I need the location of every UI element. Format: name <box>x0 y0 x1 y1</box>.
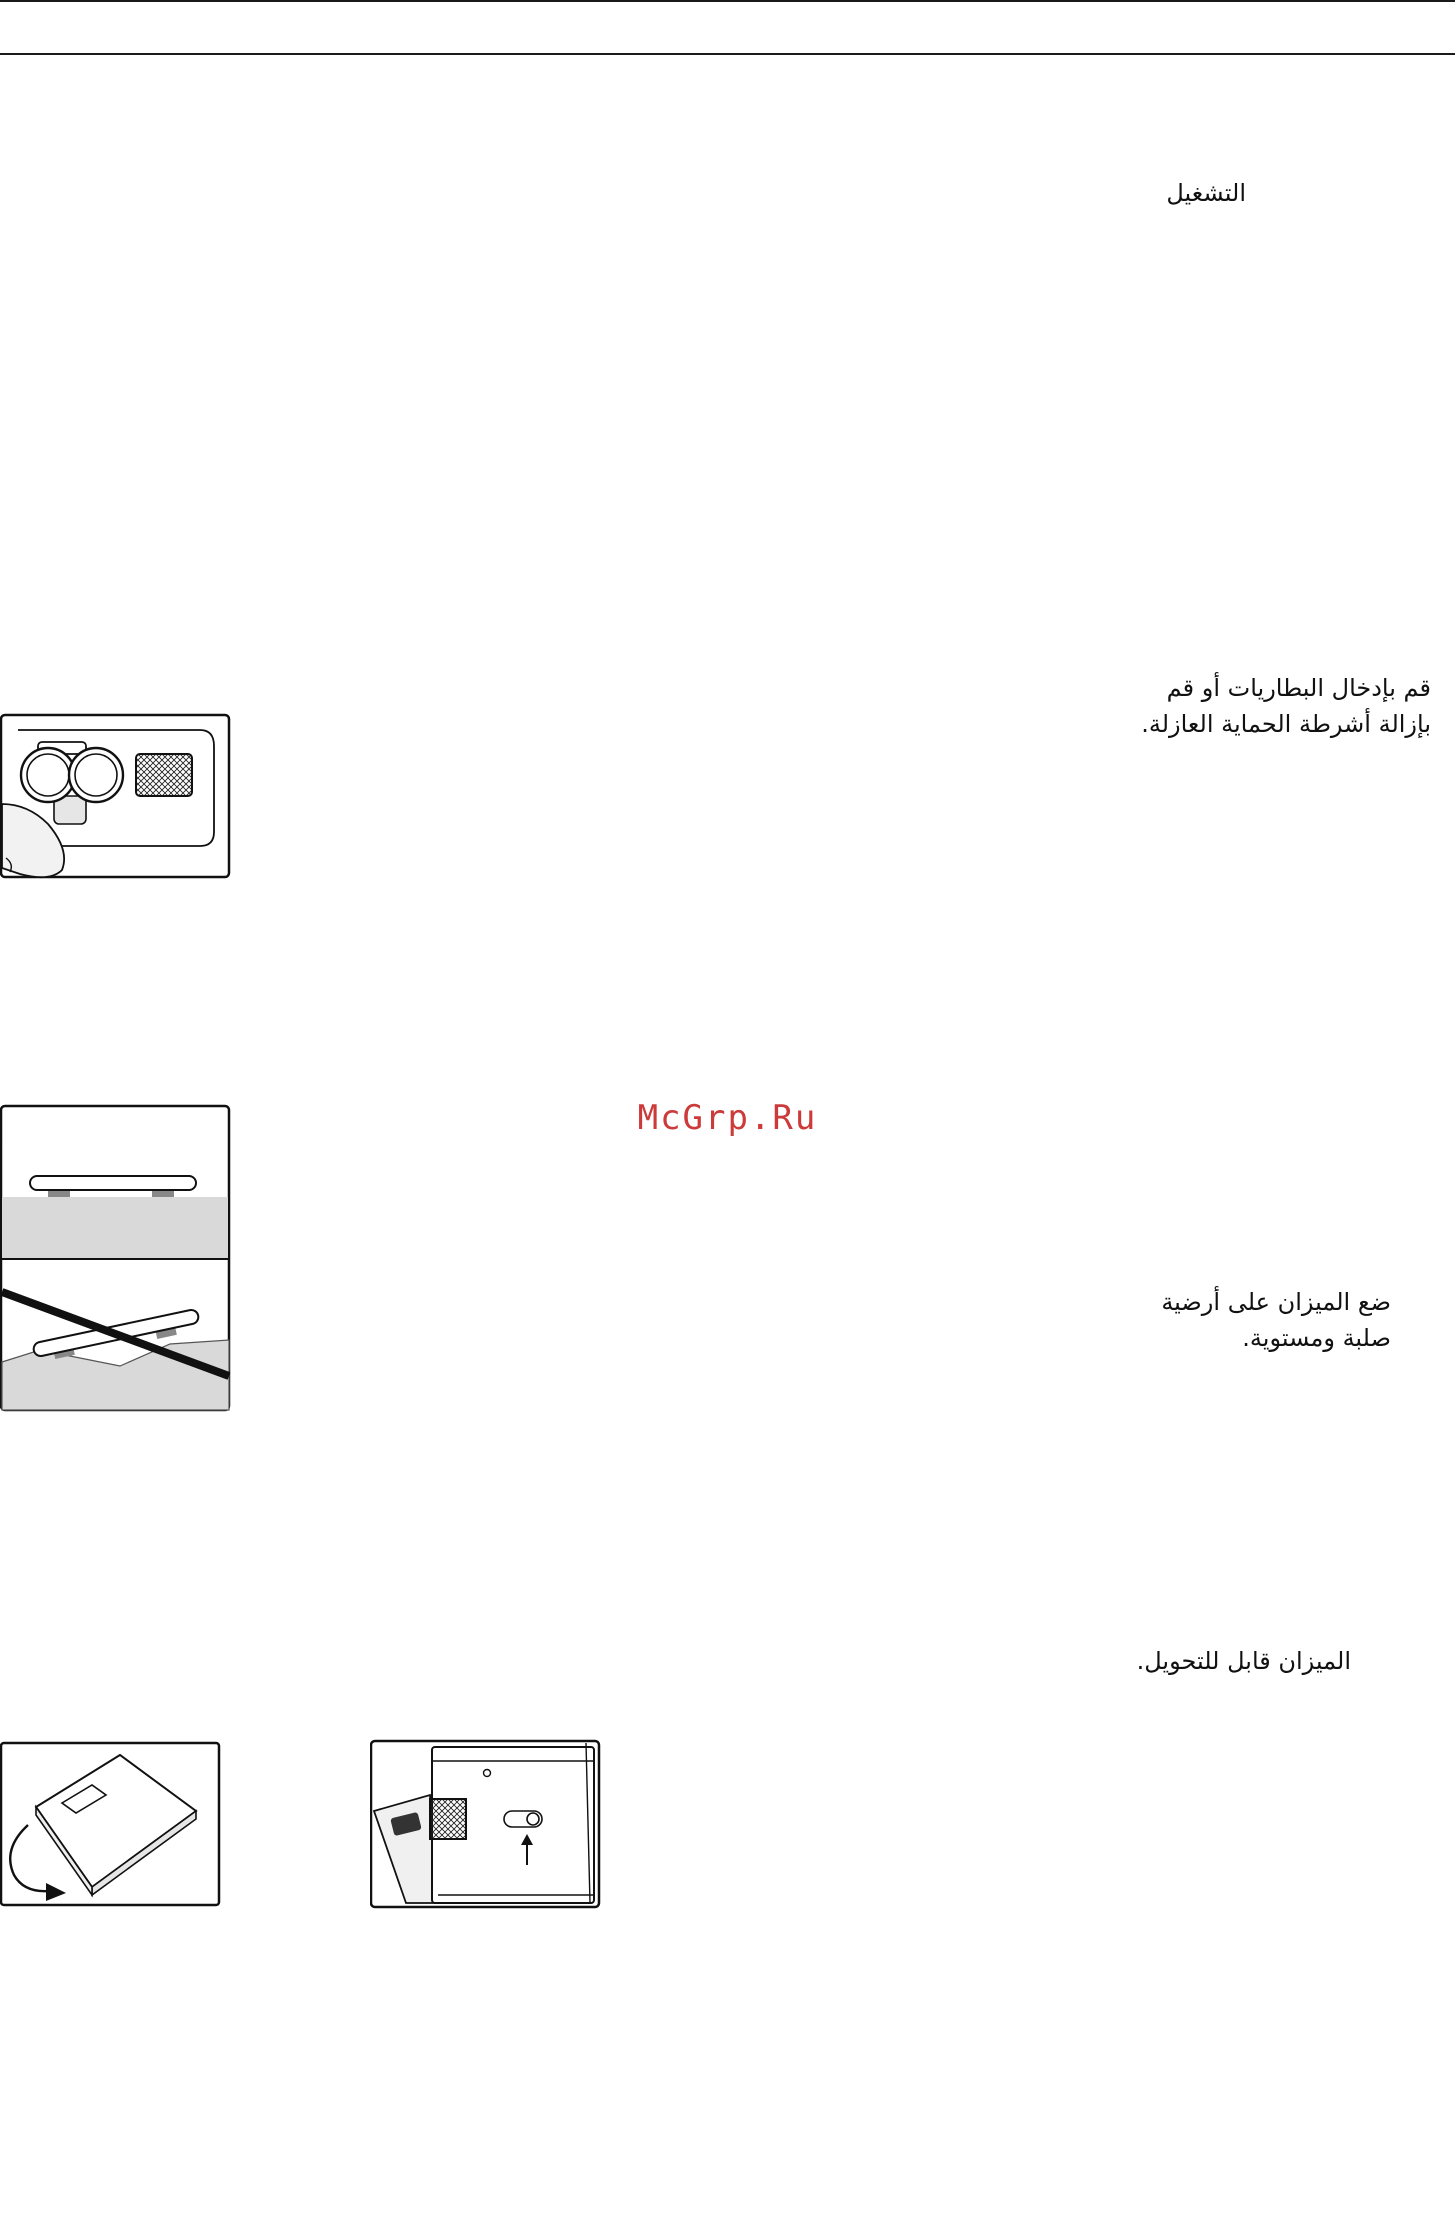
step-line: الميزان قابل للتحويل. <box>1136 1647 1351 1675</box>
step-line: ضع الميزان على أرضية <box>1161 1288 1391 1316</box>
scale-flip-figure <box>0 1741 222 1909</box>
battery-compartment-figure <box>0 712 232 880</box>
level-surface-icon <box>0 1104 232 1412</box>
battery-compartment-icon <box>0 712 232 880</box>
step-line: قم بإدخال البطاريات أو قم <box>1166 674 1431 702</box>
top-rule <box>0 0 1455 2</box>
section-heading: التشغيل <box>1166 179 1246 207</box>
step-line: بإزالة أشرطة الحماية العازلة. <box>1141 710 1431 738</box>
unit-switch-figure <box>370 1739 602 1909</box>
step-text-convertible <box>1137 1643 1351 1679</box>
watermark: McGrp.Ru <box>637 1098 818 1138</box>
scale-flip-icon <box>0 1741 222 1909</box>
step-line: صلبة ومستوية. <box>1242 1324 1391 1352</box>
step-text-surface <box>1161 1284 1391 1356</box>
header-rule <box>0 53 1455 55</box>
step-text-batteries <box>1141 670 1431 742</box>
level-surface-figure <box>0 1104 232 1412</box>
unit-switch-icon <box>370 1739 602 1909</box>
